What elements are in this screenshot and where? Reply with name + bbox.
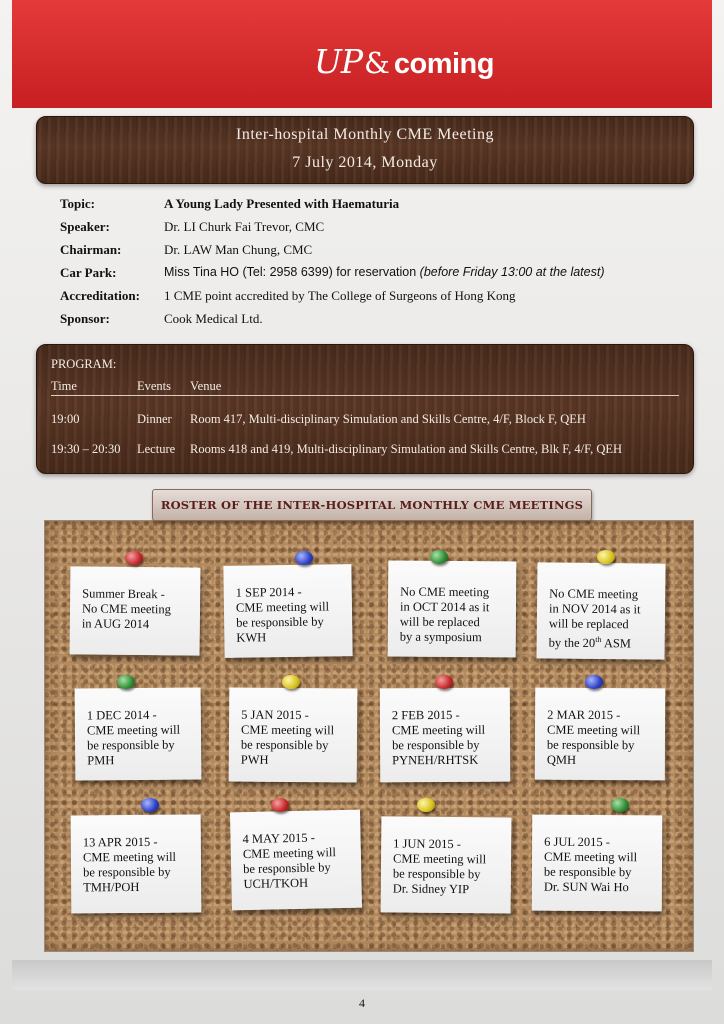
note-text: 2 FEB 2015 - CME meeting will be responsible by PYNEH/RHTSK [391,707,486,768]
note-text: No CME meeting in OCT 2014 as it will be replaced by a symposium [399,584,490,645]
program-panel [36,344,694,474]
page-number: 4 [359,996,365,1010]
note-text: 1 SEP 2014 - CME meeting will be responsible by KWH [235,584,330,645]
logo-ampersand: & [364,46,390,80]
roster-note-sep-2014 [223,564,352,658]
logo-up: UP [314,42,363,81]
pushpin-icon [597,550,615,564]
column-time: Time [51,379,77,393]
detail-topic [60,196,700,219]
note-text-sup: th [595,634,602,645]
program-row-event: Lecture [137,442,176,456]
note-text: 1 JUN 2015 - CME meeting will be responsible by Dr. Sidney YIP [392,836,487,897]
detail-car-park [60,265,700,288]
pushpin-icon [585,675,603,689]
roster-note-aug-2014 [70,566,201,655]
program-divider [51,395,679,396]
meeting-details [60,196,700,334]
roster-note-jul-2015 [532,815,663,912]
detail-label: Chairman: [60,242,122,257]
detail-value: A Young Lady Presented with Haematuria [164,196,400,211]
column-events: Events [137,379,172,393]
roster-note-jun-2015 [381,816,512,913]
detail-value [164,265,605,279]
note-text: 4 MAY 2015 - CME meeting will be responsible by UCH/TKOH [242,830,337,892]
roster-note-oct-2014 [388,561,517,658]
detail-label: Topic: [60,196,95,211]
detail-speaker [60,219,700,242]
meeting-banner [36,116,694,184]
detail-label: Accreditation: [60,288,140,303]
detail-accreditation [60,288,700,311]
pushpin-icon [295,551,313,565]
meeting-date: 7 July 2014, Monday [292,154,438,171]
roster-note-feb-2015 [380,688,510,783]
roster-title: ROSTER OF THE INTER-HOSPITAL MONTHLY CME MEETINGS [152,489,592,521]
roster-note-apr-2015 [71,815,202,914]
cork-board [44,520,694,952]
header-banner [12,0,712,108]
detail-label: Car Park: [60,265,117,280]
pushpin-icon [611,798,629,812]
detail-sponsor [60,311,700,334]
roster-note-mar-2015 [535,688,665,781]
note-text: 1 DEC 2014 - CME meeting will be responsible by PMH [86,707,181,768]
detail-value: 1 CME point accredited by The College of Surgeons of Hong Kong [164,288,516,303]
detail-value: Cook Medical Ltd. [164,311,263,326]
detail-label: Speaker: [60,219,110,234]
footer-band [12,960,712,990]
program-row-venue: Room 417, Multi-disciplinary Simulation and Skills Centre, 4/F, Block F, QEH [190,412,586,426]
roster-note-may-2015 [230,810,362,911]
pushpin-icon [117,675,135,689]
program-row-event: Dinner [137,412,172,426]
detail-value: Dr. LAW Man Chung, CMC [164,242,313,257]
roster-note-dec-2014 [75,687,202,780]
detail-label: Sponsor: [60,311,110,326]
meeting-title: Inter-hospital Monthly CME Meeting [236,126,494,143]
pushpin-icon [141,798,159,812]
pushpin-icon [282,675,300,689]
pushpin-icon [435,675,453,689]
note-text [549,586,658,651]
detail-chairman [60,242,700,265]
program-row-time: 19:30 – 20:30 [51,442,121,456]
note-text: Summer Break - No CME meeting in AUG 2014 [81,586,171,632]
logo-coming: coming [393,48,494,80]
program-row-venue: Rooms 418 and 419, Multi-disciplinary Simulation and Skills Centre, Blk F, 4/F, QEH [190,442,623,456]
pushpin-icon [430,550,448,564]
up-and-coming-logo [314,42,494,81]
pushpin-icon [125,551,143,565]
pushpin-icon [417,798,435,812]
roster-note-nov-2014 [537,562,666,659]
note-text: 13 APR 2015 - CME meeting will be responsible by TMH/POH [82,834,177,895]
car-park-deadline: (before Friday 13:00 at the latest) [419,265,605,279]
car-park-text: Miss Tina HO (Tel: 2958 6399) for reservation [164,265,420,279]
note-text: 6 JUL 2015 - CME meeting will be responsible by Dr. SUN Wai Ho [543,834,638,895]
pushpin-icon [271,798,289,812]
roster-note-jan-2015 [229,688,358,783]
note-text-main: No CME meeting in NOV 2014 as it will be replaced by the 20 [548,586,641,651]
column-venue: Venue [190,379,222,393]
note-text: 5 JAN 2015 - CME meeting will be responsible by PWH [240,707,335,767]
detail-value: Dr. LI Churk Fai Trevor, CMC [164,219,325,234]
program-heading: PROGRAM: [51,357,117,371]
program-row-time: 19:00 [51,412,80,426]
note-text-tail: ASM [601,636,632,651]
note-text: 2 MAR 2015 - CME meeting will be responsible by QMH [546,707,641,767]
